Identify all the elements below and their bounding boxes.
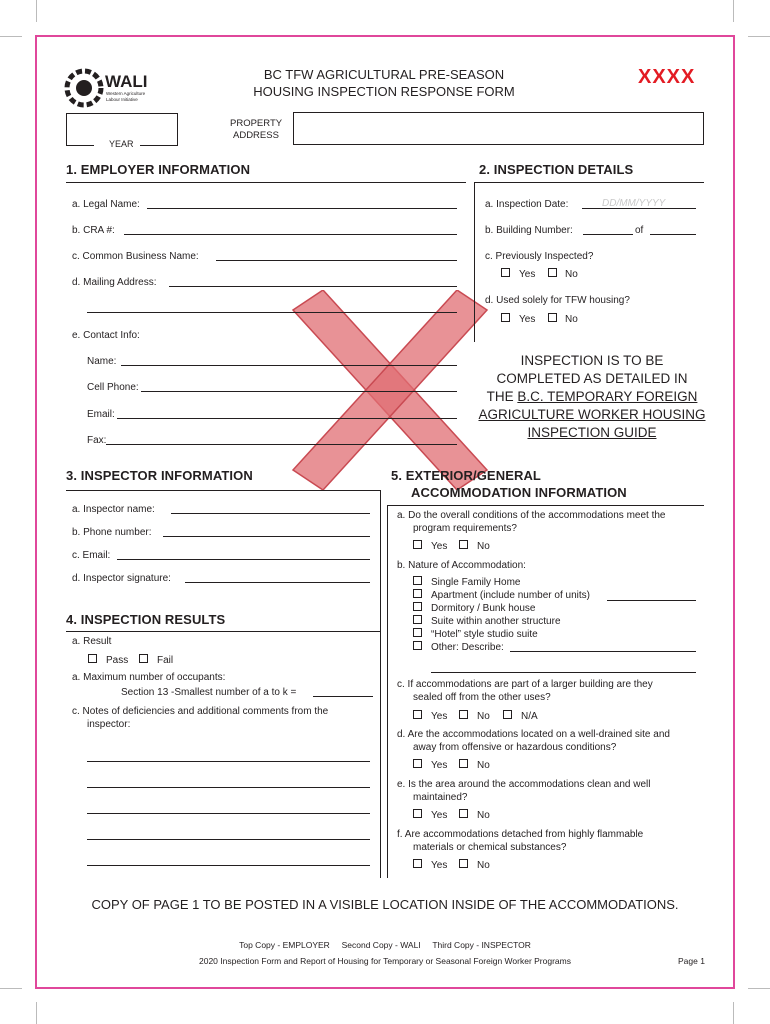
property-label: ADDRESS	[233, 130, 279, 141]
result-label: a. Result	[72, 636, 112, 647]
units-field[interactable]	[607, 600, 696, 601]
nature-checkbox[interactable]	[413, 641, 422, 650]
nature-checkbox[interactable]	[413, 589, 422, 598]
inspector-phone-label: b. Phone number:	[72, 527, 152, 538]
nature-checkbox[interactable]	[413, 602, 422, 611]
property-address-field[interactable]	[293, 112, 704, 145]
notice-line: INSPECTION IS TO BE	[520, 353, 664, 368]
nature-checkbox[interactable]	[413, 615, 422, 624]
year-label: YEAR	[109, 139, 134, 149]
nature-option-label: Single Family Home	[431, 577, 521, 588]
inspector-phone-field[interactable]	[163, 536, 370, 537]
crop-mark	[36, 1002, 37, 1024]
inspector-email-label: c. Email:	[72, 550, 111, 561]
qd-no-checkbox[interactable]	[459, 759, 468, 768]
question-d-label: d. Are the accommodations located on a well-drained site and	[397, 729, 670, 740]
checkbox-label: No	[477, 760, 490, 771]
notes-label: inspector:	[87, 719, 131, 730]
building-number-field[interactable]	[583, 234, 633, 235]
notes-line[interactable]	[87, 839, 370, 840]
notes-line[interactable]	[87, 761, 370, 762]
section-exterior-heading: 5. EXTERIOR/GENERAL	[391, 468, 541, 483]
building-number-label: b. Building Number:	[485, 225, 573, 236]
qc-no-checkbox[interactable]	[459, 710, 468, 719]
qf-no-checkbox[interactable]	[459, 859, 468, 868]
nature-option-label: Suite within another structure	[431, 616, 561, 627]
copy-distribution: Top Copy - EMPLOYER Second Copy - WALI Third Copy - INSPECTOR	[239, 940, 531, 950]
mailing-field-2[interactable]	[87, 312, 457, 313]
guide-notice	[472, 352, 712, 442]
form-title-line2: HOUSING INSPECTION RESPONSE FORM	[253, 84, 515, 99]
qe-no-checkbox[interactable]	[459, 809, 468, 818]
inspection-date-label: a. Inspection Date:	[485, 199, 569, 210]
crop-mark	[748, 36, 770, 37]
qc-na-checkbox[interactable]	[503, 710, 512, 719]
notes-line[interactable]	[87, 865, 370, 866]
checkbox-label: No	[565, 269, 578, 280]
qf-yes-checkbox[interactable]	[413, 859, 422, 868]
logo-subtitle: Labour Initiative	[106, 97, 138, 102]
form-footer-title: 2020 Inspection Form and Report of Housing for Temporary or Seasonal Foreign Worker Programs	[199, 956, 571, 966]
checkbox-label: No	[477, 541, 490, 552]
wali-logo-icon	[64, 68, 104, 108]
tfw-yes-checkbox[interactable]	[501, 313, 510, 322]
question-e-label: maintained?	[413, 792, 468, 803]
mailing-label: d. Mailing Address:	[72, 277, 157, 288]
form-title-line1: BC TFW AGRICULTURAL PRE-SEASON	[263, 67, 505, 82]
nature-checkbox[interactable]	[413, 628, 422, 637]
section-employer-heading: 1. EMPLOYER INFORMATION	[66, 162, 251, 177]
question-f-label: materials or chemical substances?	[413, 842, 567, 853]
inspector-signature-field[interactable]	[185, 582, 370, 583]
question-c-label: sealed off from the other uses?	[413, 692, 551, 703]
qa-no-checkbox[interactable]	[459, 540, 468, 549]
nature-option-label: Apartment (include number of units)	[431, 590, 590, 601]
nature-option-label: Dormitory / Bunk house	[431, 603, 536, 614]
crop-mark	[733, 0, 734, 22]
page-number: Page 1	[678, 956, 705, 966]
cra-field[interactable]	[124, 234, 457, 235]
checkbox-label: Yes	[431, 541, 448, 552]
email-label: Email:	[87, 409, 115, 420]
common-name-field[interactable]	[216, 260, 457, 261]
property-label: PROPERTY	[230, 118, 283, 129]
checkbox-label: No	[477, 810, 490, 821]
qc-yes-checkbox[interactable]	[413, 710, 422, 719]
question-b-label: b. Nature of Accommodation:	[397, 560, 526, 571]
notes-line[interactable]	[87, 787, 370, 788]
inspector-name-label: a. Inspector name:	[72, 504, 155, 515]
prev-no-checkbox[interactable]	[548, 268, 557, 277]
notes-line[interactable]	[87, 813, 370, 814]
checkbox-label: Yes	[519, 314, 536, 325]
mailing-field[interactable]	[169, 286, 457, 287]
checkbox-label: Yes	[431, 810, 448, 821]
crop-mark	[748, 988, 770, 989]
cell-field[interactable]	[141, 391, 457, 392]
inspector-name-field[interactable]	[171, 513, 370, 514]
email-field[interactable]	[117, 418, 457, 419]
nature-checkbox[interactable]	[413, 576, 422, 585]
fail-checkbox[interactable]	[139, 654, 148, 663]
prev-yes-checkbox[interactable]	[501, 268, 510, 277]
checkbox-label: N/A	[521, 711, 538, 722]
fax-field[interactable]	[106, 444, 457, 445]
guide-link[interactable]: B.C. TEMPORARY FOREIGN	[517, 389, 698, 404]
nature-option-label: “Hotel” style studio suite	[431, 629, 538, 640]
checkbox-label: Yes	[519, 269, 536, 280]
notice-line: COMPLETED AS DETAILED IN	[496, 371, 688, 386]
checkbox-label: No	[565, 314, 578, 325]
inspector-signature-label: d. Inspector signature:	[72, 573, 171, 584]
guide-link[interactable]: AGRICULTURE WORKER HOUSING	[478, 407, 706, 422]
qd-yes-checkbox[interactable]	[413, 759, 422, 768]
form-number: XXXX	[638, 66, 696, 88]
notice-line: THE	[486, 389, 518, 404]
inspector-email-field[interactable]	[117, 559, 370, 560]
contact-name-field[interactable]	[121, 365, 457, 366]
inspection-date-placeholder: DD/MM/YYYY	[602, 198, 666, 209]
building-total-field[interactable]	[650, 234, 696, 235]
guide-link[interactable]: INSPECTION GUIDE	[527, 425, 657, 440]
logo-subtitle: Western Agriculture	[106, 91, 146, 96]
common-name-label: c. Common Business Name:	[72, 251, 199, 262]
fax-label: Fax:	[87, 435, 107, 446]
max-occupants-label: a. Maximum number of occupants:	[72, 672, 226, 683]
checkbox-label: No	[477, 860, 490, 871]
crop-mark	[0, 36, 22, 37]
other-describe-field[interactable]	[510, 651, 696, 652]
cra-label: b. CRA #:	[72, 225, 115, 236]
other-describe-field-2[interactable]	[431, 672, 696, 673]
max-occupants-field[interactable]	[313, 696, 373, 697]
qa-yes-checkbox[interactable]	[413, 540, 422, 549]
question-e-label: e. Is the area around the accommodations clean and well	[397, 779, 651, 790]
question-d-label: away from offensive or hazardous conditions?	[413, 742, 617, 753]
checkbox-label: Pass	[106, 655, 129, 666]
question-f-label: f. Are accommodations detached from highly flammable	[397, 829, 644, 840]
checkbox-label: Yes	[431, 760, 448, 771]
section-inspection-details-heading: 2. INSPECTION DETAILS	[479, 162, 634, 177]
crop-mark	[36, 0, 37, 22]
checkbox-label: Fail	[157, 655, 174, 666]
nature-option-label: Other: Describe:	[431, 642, 504, 653]
cell-label: Cell Phone:	[87, 382, 139, 393]
watermark-x-icon	[275, 290, 505, 490]
tfw-no-checkbox[interactable]	[548, 313, 557, 322]
contact-label: e. Contact Info:	[72, 330, 140, 341]
checkbox-label: No	[477, 711, 490, 722]
question-a-label: program requirements?	[413, 523, 517, 534]
previously-inspected-label: c. Previously Inspected?	[485, 251, 594, 262]
crop-mark	[733, 1002, 734, 1024]
contact-name-label: Name:	[87, 356, 117, 367]
question-c-label: c. If accommodations are part of a larger building are they	[397, 679, 653, 690]
section-exterior-heading: ACCOMMODATION INFORMATION	[411, 485, 627, 500]
inspection-date-field[interactable]	[582, 208, 696, 209]
notes-label: c. Notes of deficiencies and additional comments from the	[72, 706, 329, 717]
section-inspector-heading: 3. INSPECTOR INFORMATION	[66, 468, 253, 483]
section-results-heading: 4. INSPECTION RESULTS	[66, 612, 226, 627]
pass-checkbox[interactable]	[88, 654, 97, 663]
checkbox-label: Yes	[431, 860, 448, 871]
tfw-housing-label: d. Used solely for TFW housing?	[485, 295, 630, 306]
logo-text: WALI	[105, 72, 148, 91]
legal-name-label: a. Legal Name:	[72, 199, 140, 210]
qe-yes-checkbox[interactable]	[413, 809, 422, 818]
building-of-label: of	[635, 225, 644, 236]
posting-notice: COPY OF PAGE 1 TO BE POSTED IN A VISIBLE LOCATION INSIDE OF THE ACCOMMODATIONS.	[91, 897, 679, 912]
crop-mark	[0, 988, 22, 989]
legal-name-field[interactable]	[147, 208, 457, 209]
checkbox-label: Yes	[431, 711, 448, 722]
question-a-label: a. Do the overall conditions of the accommodations meet the	[397, 510, 666, 521]
section13-label: Section 13 -Smallest number of a to k =	[121, 687, 297, 698]
